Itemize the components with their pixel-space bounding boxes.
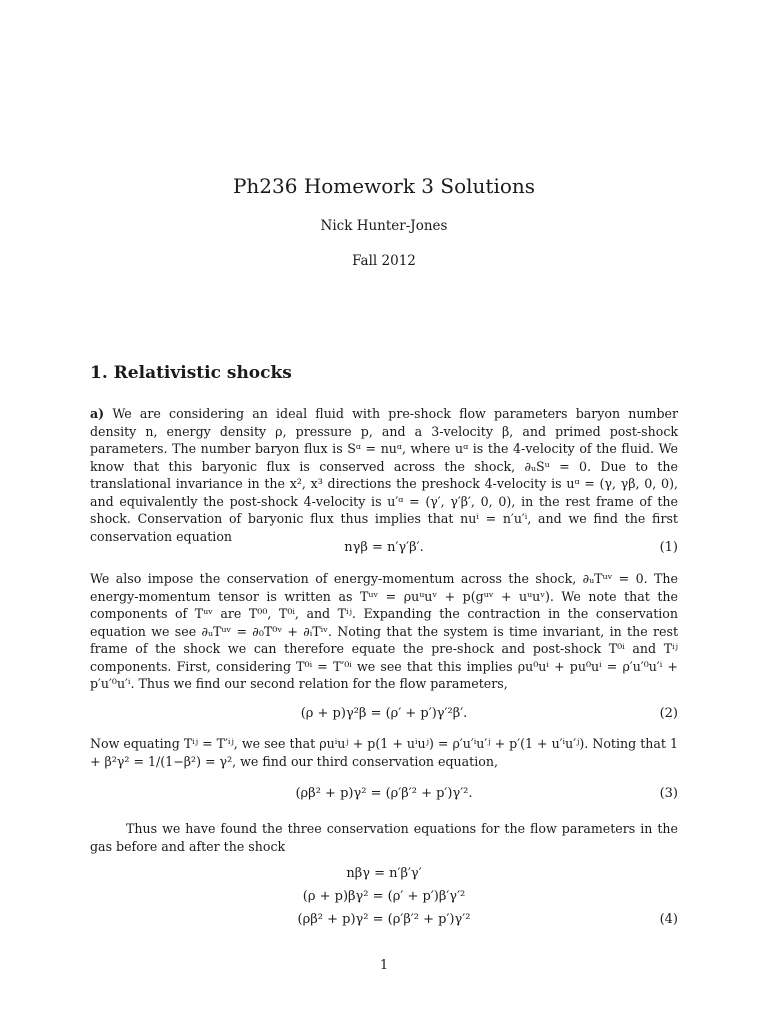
section-heading: 1. Relativistic shocks [90,363,292,383]
equation-1 [90,540,678,560]
part-label: a) [90,406,105,421]
paragraph-2: We also impose the conservation of energy-momentum across the shock, ∂ᵤTᵘᵛ = 0. The energy-momentum tensor is written as Tᵘᵛ = ρuᵘuᵛ + p(gᵘᵛ + uᵘuᵛ). We note that the components of Tᵘᵛ are T⁰⁰, T⁰ⁱ, and Tⁱʲ. Expanding the contraction in the conservation equation we see ∂ᵤTᵘᵛ = ∂₀T⁰ᵛ + ∂ᵢTⁱᵛ. Noting that the system is time invariant, in the rest frame of the shock we can therefore equate the pre-shock and post-shock T⁰ⁱ and Tⁱʲ components. First, considering T⁰ⁱ = T′⁰ⁱ we see that this implies ρu⁰uⁱ + pu⁰uⁱ = ρ′u′⁰u′ⁱ + p′u′⁰u′ⁱ. Thus we find our second relation for the flow parameters, [90,571,678,691]
equation-1-math: nγβ = n′γ′β′. [344,540,424,555]
equation-3-math: (ρβ² + p)γ² = (ρ′β′² + p′)γ′². [295,786,473,801]
author-name: Nick Hunter-Jones [320,218,448,234]
equation-4-line: nβγ = n′β′γ′ [346,866,422,881]
equation-4-number: (4) [659,912,678,927]
paragraph-4: Thus we have found the three conservation equations for the flow parameters in the gas before and after the shock [90,821,678,854]
page-number: 1 [379,958,389,973]
paragraph-1 [90,405,678,545]
document-date: Fall 2012 [352,253,416,269]
equation-4-system [90,866,678,935]
equation-2 [90,706,678,726]
paragraph-1-text: We are considering an ideal fluid with pre-shock flow parameters baryon number density n, energy density ρ, pressure p, and a 3-velocity β, and primed post-shock parameters. The number baryon flux is Sᵅ = nuᵅ, where uᵅ is the 4-velocity of the fluid. We know that this baryonic flux is conserved across the shock, ∂ᵤSᵘ = 0. Due to the translational invariance in the x², x³ directions the preshock 4-velocity is uᵅ = (γ, γβ, 0, 0), and equivalently the post-shock 4-velocity is u′ᵅ = (γ′, γ′β′, 0, 0), in the rest frame of the shock. Conservation of baryonic flux thus implies that nuⁱ = n′u′ⁱ, and we find the first conservation equation [90,406,678,544]
equation-4-line: (ρβ² + p)γ² = (ρ′β′² + p′)γ′² (4) [297,912,678,927]
document-title: Ph236 Homework 3 Solutions [232,174,536,198]
equation-2-math: (ρ + p)γ²β = (ρ′ + p′)γ′²β′. [300,706,468,721]
equation-2-number: (2) [659,706,678,721]
equation-3-number: (3) [659,786,678,801]
equation-4-line: (ρ + p)βγ² = (ρ′ + p′)β′γ′² [302,889,466,904]
equation-3 [90,786,678,806]
paragraph-3: Now equating Tⁱʲ = T′ⁱʲ, we see that ρuⁱuʲ + p(1 + uⁱuʲ) = ρ′u′ⁱu′ʲ + p′(1 + u′ⁱu′ʲ). Noting that 1 + β²γ² = 1/(1−β²) = γ², we find our third conservation equation, [90,736,678,769]
equation-1-number: (1) [659,540,678,555]
